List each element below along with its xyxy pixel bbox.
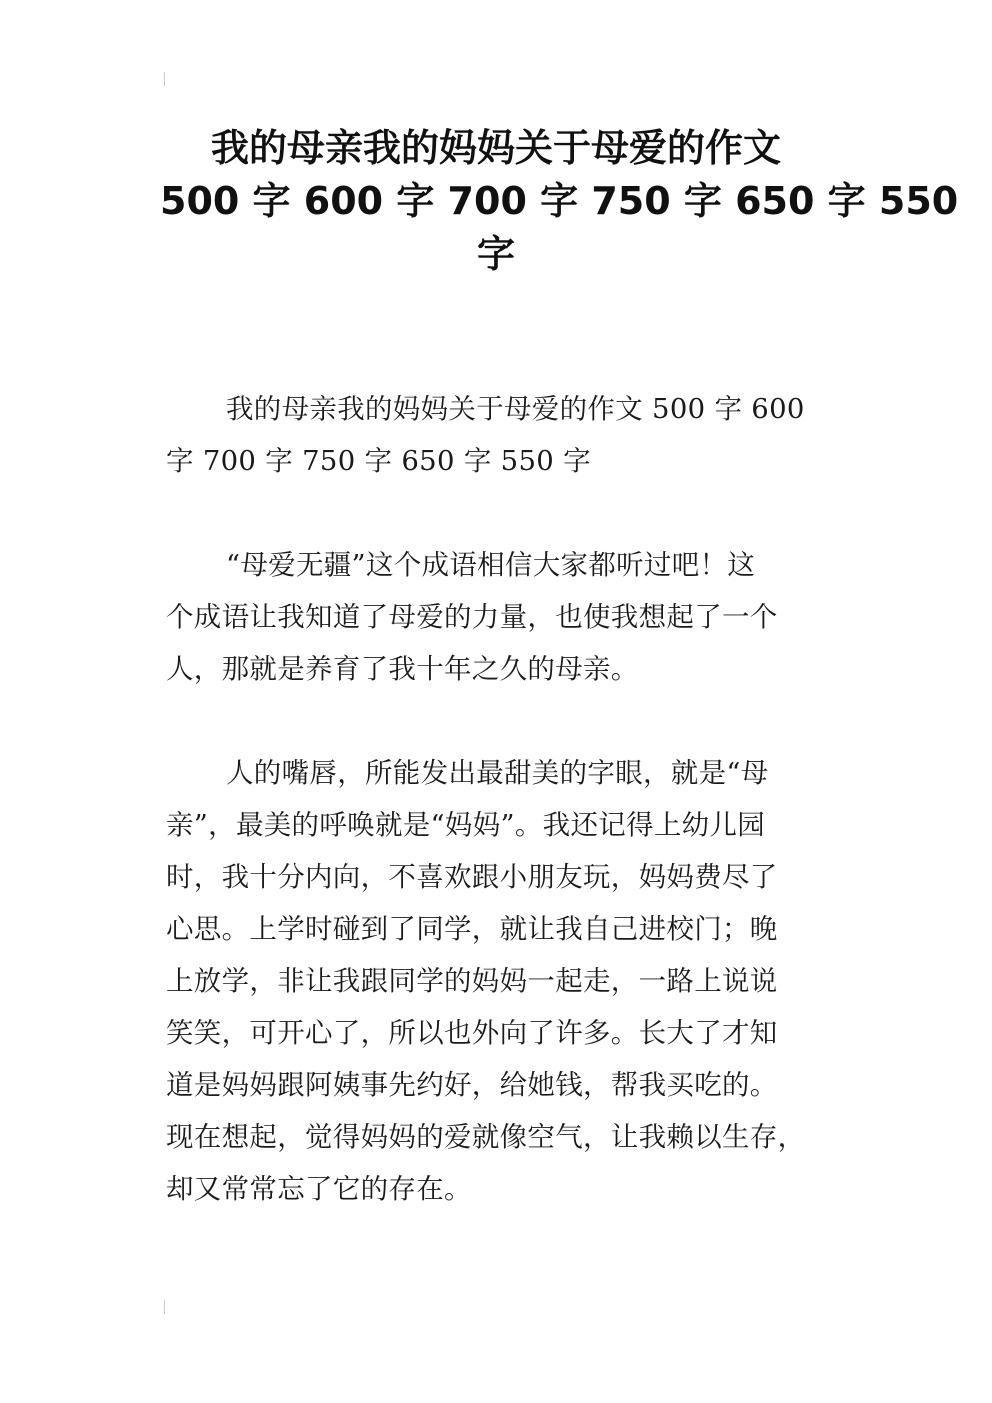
text-line: 我的母亲我的妈妈关于母爱的作文 500 字 600	[226, 393, 805, 425]
text-line: 个成语让我知道了母爱的力量，也使我想起了一个	[166, 601, 778, 633]
document-body	[166, 383, 834, 1267]
page-corner-mark	[164, 72, 165, 86]
text-line: “母爱无疆”这个成语相信大家都听过吧！这	[226, 549, 756, 581]
paragraph	[166, 539, 834, 695]
paragraph	[166, 747, 834, 1215]
text-line: 道是妈妈跟阿姨事先约好，给她钱，帮我买吃的。	[166, 1069, 778, 1101]
text-line: 心思。上学时碰到了同学，就让我自己进校门；晚	[166, 913, 778, 945]
title-line: 500 字 600 字 700 字 750 字 650 字 550	[160, 179, 959, 223]
text-line: 却又常常忘了它的存在。	[166, 1173, 472, 1205]
text-line: 字 700 字 750 字 650 字 550 字	[166, 445, 591, 477]
text-line: 笑笑，可开心了，所以也外向了许多。长大了才知	[166, 1017, 778, 1049]
document-title	[160, 122, 959, 281]
text-line: 人，那就是养育了我十年之久的母亲。	[166, 653, 639, 685]
text-line: 时，我十分内向，不喜欢跟小朋友玩，妈妈费尽了	[166, 861, 778, 893]
title-line: 字	[476, 232, 515, 276]
text-line: 亲”，最美的呼唤就是“妈妈”。我还记得上幼儿园	[166, 809, 766, 841]
text-line: 现在想起，觉得妈妈的爱就像空气，让我赖以生存，	[166, 1121, 806, 1153]
title-line: 我的母亲我的妈妈关于母爱的作文	[210, 126, 781, 170]
paragraph	[166, 383, 834, 487]
page-corner-mark	[164, 1300, 165, 1314]
text-line: 人的嘴唇，所能发出最甜美的字眼，就是“母	[226, 757, 769, 789]
text-line: 上放学，非让我跟同学的妈妈一起走，一路上说说	[166, 965, 778, 997]
